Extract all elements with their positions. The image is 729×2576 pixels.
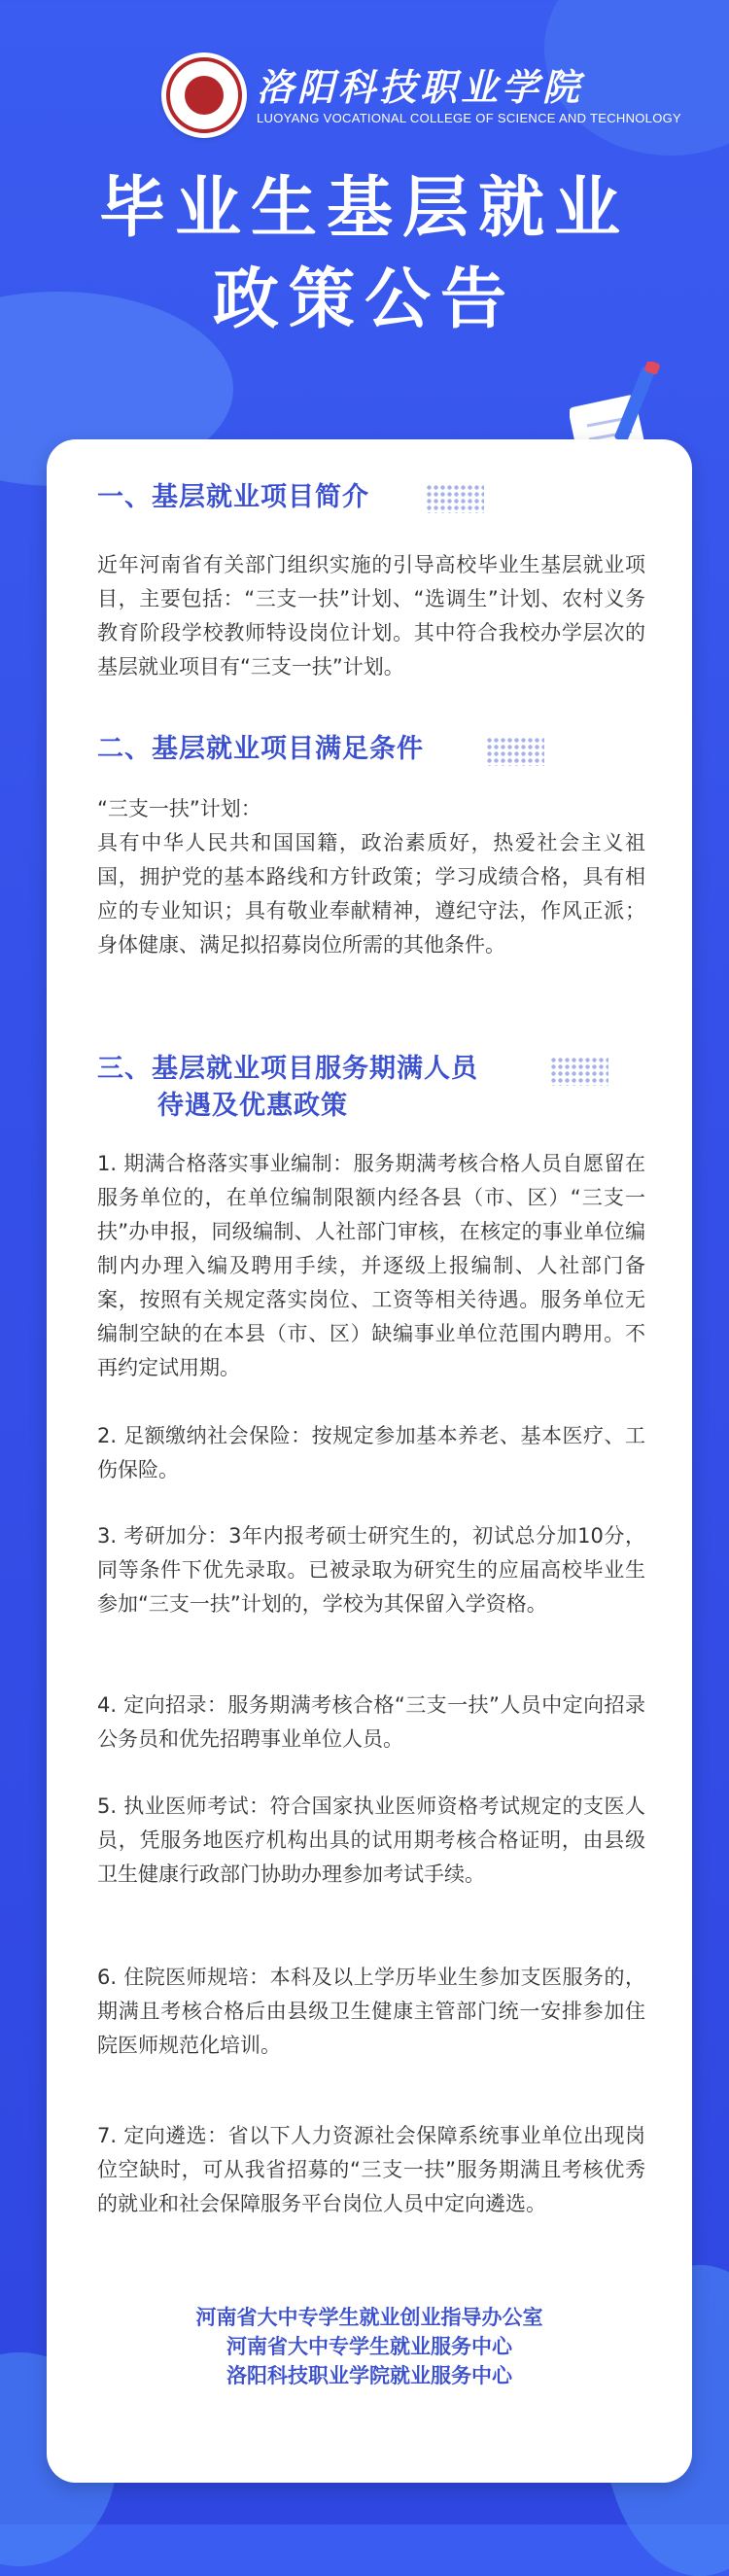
page-title-line2: 政策公告 bbox=[212, 261, 516, 338]
school-name-en: LUOYANG VOCATIONAL COLLEGE OF SCIENCE AND TECHNOLOGY bbox=[257, 110, 681, 125]
section-2-subtitle: “三支一扶”计划： bbox=[97, 797, 261, 820]
policy-item-3: 3. 考研加分：3年内报考硕士研究生的，初试总分加10分，同等条件下优先录取。已被录取为研究生的应届高校毕业生参加“三支一扶”计划的，学校为其保留入学资格。 bbox=[97, 1524, 645, 1616]
page-title-line1: 毕业生基层就业 bbox=[98, 170, 630, 247]
section-1-paragraph: 近年河南省有关部门组织实施的引导高校毕业生基层就业项目，主要包括：“三支一扶”计划、“选调生”计划、农村义务教育阶段学校教师特设岗位计划。其中符合我校办学层次的基层就业项目有“三支一扶”计划。 bbox=[97, 553, 645, 679]
content-card bbox=[47, 439, 692, 2483]
school-seal-icon bbox=[161, 52, 247, 138]
section-2-paragraph: 具有中华人民共和国国籍，政治素质好，热爱社会主义祖国，拥护党的基本路线和方针政策；学习成绩合格，具有相应的专业知识；具有敬业奉献精神，遵纪守法，作风正派；身体健康、满足拟招募岗位所需的其他条件。 bbox=[97, 831, 645, 957]
policy-item-5: 5. 执业医师考试：符合国家执业医师资格考试规定的支医人员，凭服务地医疗机构出具的试用期考核合格证明，由县级卫生健康行政部门协助办理参加考试手续。 bbox=[97, 1794, 645, 1886]
footer-org-2: 河南省大中专学生就业服务中心 bbox=[226, 2335, 512, 2358]
policy-item-1: 1. 期满合格落实事业编制：服务期满考核合格人员自愿留在服务单位的，在单位编制限额内经各县（市、区）“三支一扶”办申报，同级编制、人社部门审核，在核定的事业单位编制内办理入编及聘用手续，并逐级上报编制、人社部门备案，按照有关规定落实岗位、工资等相关待遇。服务单位无编制空缺的在本县（市、区）缺编事业单位范围内聘用。不再约定试用期。 bbox=[97, 1152, 645, 1379]
school-name-cn: 洛阳科技职业学院 bbox=[257, 64, 584, 109]
policy-item-2: 2. 足额缴纳社会保险：按规定参加基本养老、基本医疗、工伤保险。 bbox=[97, 1424, 645, 1481]
school-logo bbox=[161, 52, 681, 138]
section-title-3-line1: 三、基层就业项目服务期满人员 bbox=[97, 1054, 478, 1084]
section-title-2: 二、基层就业项目满足条件 bbox=[97, 734, 424, 764]
footer-org-1: 河南省大中专学生就业创业指导办公室 bbox=[195, 2306, 543, 2329]
policy-item-6: 6. 住院医师规培：本科及以上学历毕业生参加支医服务的，期满且考核合格后由县级卫生健康主管部门统一安排参加住院医师规范化培训。 bbox=[97, 1966, 645, 2057]
dots-decoration bbox=[486, 737, 544, 766]
footer-org-3: 洛阳科技职业学院就业服务中心 bbox=[226, 2364, 512, 2387]
section-title-3-line2: 待遇及优惠政策 bbox=[157, 1091, 348, 1121]
dots-decoration bbox=[426, 484, 484, 513]
section-title-1: 一、基层就业项目简介 bbox=[97, 482, 369, 512]
dots-decoration bbox=[550, 1057, 608, 1086]
policy-item-4: 4. 定向招录：服务期满考核合格“三支一扶”人员中定向招录公务员和优先招聘事业单位人员。 bbox=[97, 1693, 645, 1751]
policy-item-7: 7. 定向遴选：省以下人力资源社会保障系统事业单位出现岗位空缺时，可从我省招募的“三支一扶”服务期满且考核优秀的就业和社会保障服务平台岗位人员中定向遴选。 bbox=[97, 2124, 645, 2215]
